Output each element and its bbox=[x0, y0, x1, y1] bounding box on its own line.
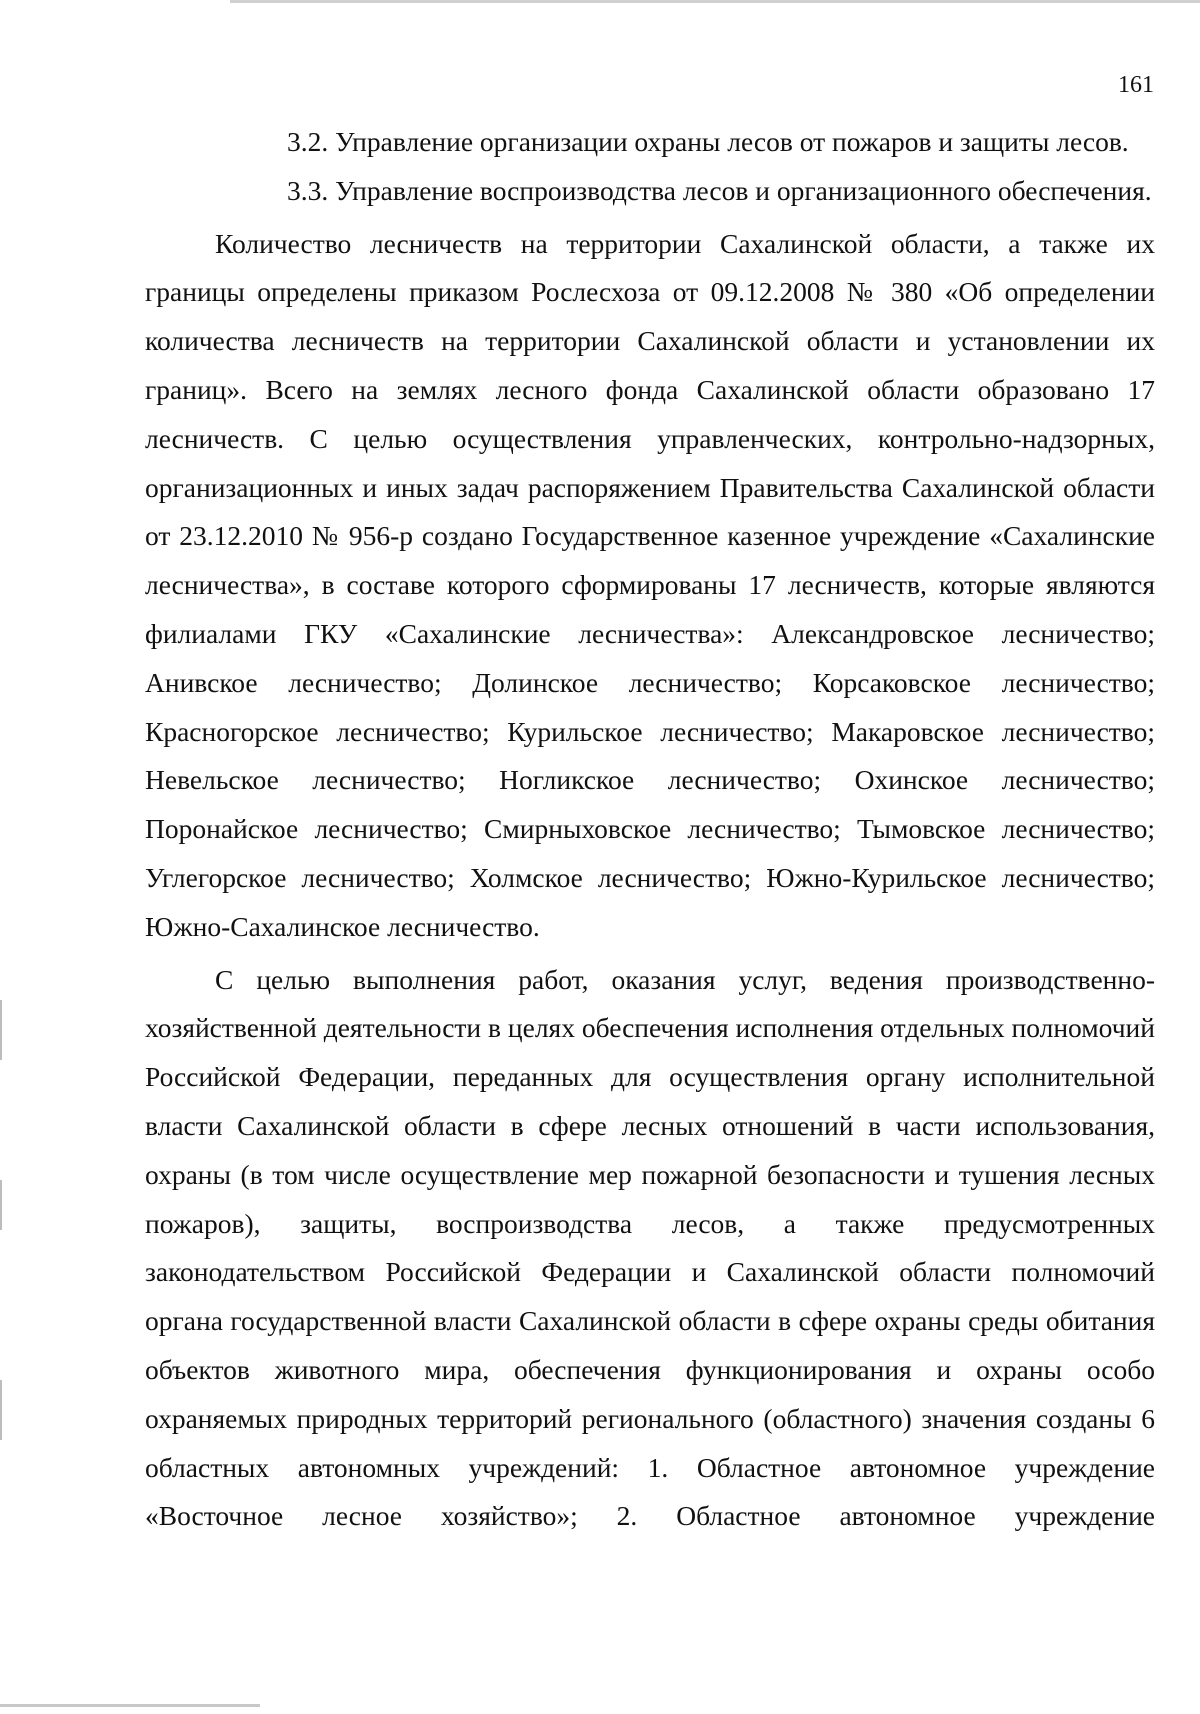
scan-edge-top bbox=[230, 0, 1200, 3]
scan-edge-bottom bbox=[0, 1704, 260, 1707]
list-item-3-2: 3.2. Управление организации охраны лесов от пожаров и защиты лесов. bbox=[287, 126, 1129, 157]
scan-margin-mark bbox=[0, 1180, 2, 1230]
document-body bbox=[145, 118, 1155, 1541]
paragraph-forestries: Количество лесничеств на территории Сахалинской области, а также их границы определены приказом Рослесхоза от 09.12.2008 № 380 «Об определении количества лесничеств на территории Сахалинской области и установлении их границ». Всего на землях лесного фонда Сахалинской области образовано 17 лесничеств. С целью осуществления управленческих, контрольно-надзорных, организационных и иных задач распоряжением Правительства Сахалинской области от 23.12.2010 № 956-р создано Государственное казенное учреждение «Сахалинские лесничества», в составе которого сформированы 17 лесничеств, которые являются филиалами ГКУ «Сахалинские лесничества»: Александровское лесничество; Анивское лесничество; Долинское лесничество; Корсаковское лесничество; Красногорское лесничество; Курильское лесничество; Макаровское лесничество; Невельское лесничество; Ногликское лесничество; Охинское лесничество; Поронайское лесничество; Смирныховское лесничество; Тымовское лесничество; Углегорское лесничество; Холмское лесничество; Южно-Курильское лесничество; Южно-Сахалинское лесничество. bbox=[145, 227, 1155, 942]
page-number: 161 bbox=[1118, 72, 1154, 98]
scan-margin-mark bbox=[0, 1380, 2, 1440]
paragraph-autonomous-institutions: С целью выполнения работ, оказания услуг, ведения производственно-хозяйственной деятельности в целях обеспечения исполнения отдельных полномочий Российской Федерации, переданных для осуществления органу исполнительной власти Сахалинской области в сфере лесных отношений в части использования, охраны (в том числе осуществление мер пожарной безопасности и тушения лесных пожаров), защиты, воспроизводства лесов, а также предусмотренных законодательством Российской Федерации и Сахалинской области полномочий органа государственной власти Сахалинской области в сфере охраны среды обитания объектов животного мира, обеспечения функционирования и охраны особо охраняемых природных территорий регионального (областного) значения созданы 6 областных автономных учреждений: 1. Областное автономное учреждение «Восточное лесное хозяйство»; 2. Областное автономное учреждение bbox=[145, 963, 1155, 1532]
list-item-3-3: 3.3. Управление воспроизводства лесов и организационного обеспечения. bbox=[287, 174, 1152, 206]
scan-margin-mark bbox=[0, 1000, 2, 1060]
